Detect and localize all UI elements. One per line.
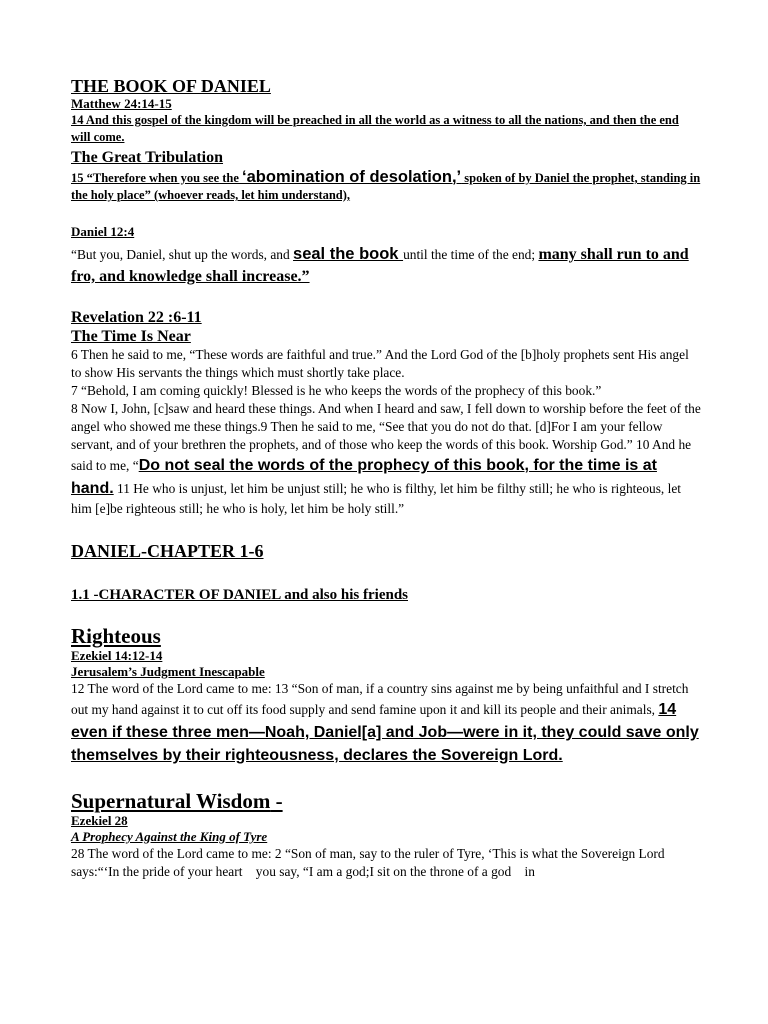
revelation-text-1: 8 Now I, John, [c]saw and heard these things. And when I heard and saw, I fell down to worship before the feet of the angel who showed me these things.9 Then he said to me, “See that you do not do that. [d]For I am your fellow servant, and of your brethren the prophets, and of those who keep the words of this book. Worship God.” 10 And he said to me, “ xyxy=(71,401,701,473)
revelation-verse-6: 6 Then he said to me, “These words are faithful and true.” And the Lord God of the [b]holy prophets sent His angel to show His servants the things which must shortly take place. xyxy=(71,347,689,380)
ezekiel-14-text xyxy=(71,680,701,767)
daniel-verse xyxy=(71,243,701,288)
matthew-verse-15-start: 15 “Therefore when you see the xyxy=(71,171,243,185)
chapter-heading: DANIEL-CHAPTER 1-6 xyxy=(71,541,264,561)
matthew-verse-15 xyxy=(71,169,701,204)
time-is-near-heading: The Time Is Near xyxy=(71,328,191,345)
daniel-text-2: until the time of the end; xyxy=(403,247,539,262)
revelation-verse-7: 7 “Behold, I am coming quickly! Blessed is he who keeps the words of the prophecy of this book.” xyxy=(71,383,602,398)
revelation-text-2: 11 He who is unjust, let him be unjust still; he who is filthy, let him be filthy still; he who is righteous, let him [e]be righteous still; he who is holy, let him be holy still.” xyxy=(71,481,682,516)
document-title: THE BOOK OF DANIEL xyxy=(71,76,271,96)
matthew-verse-15-end: spoken of by Daniel the prophet, standing in the holy place” (whoever reads, let him understand), xyxy=(71,171,701,202)
great-tribulation-heading: The Great Tribulation xyxy=(71,149,224,166)
ezekiel-14-reference: Ezekiel 14:12-14 xyxy=(71,648,163,663)
jerusalem-judgment-heading: Jerusalem’s Judgment Inescapable xyxy=(71,664,265,679)
righteous-heading: Righteous xyxy=(71,624,161,648)
knowledge-emphasis: many shall run to and fro, and knowledge shall increase.” xyxy=(71,246,689,285)
ezekiel-28-text: 28 The word of the Lord came to me: 2 “Son of man, say to the ruler of Tyre, ‘This is what the Sovereign Lord says:“‘In the pride of your heart you say, “I am a god;I sit on the throne of a god in xyxy=(71,846,668,879)
matthew-verse-14: 14 And this gospel of the kingdom will be preached in all the world as a witness to all the nations, and then the end will come. xyxy=(71,113,679,144)
seal-the-book-emphasis: seal the book xyxy=(293,245,404,263)
document-content xyxy=(71,76,701,881)
matthew-reference: Matthew 24:14-15 xyxy=(71,96,172,111)
section-heading: 1.1 -CHARACTER OF DANIEL and also his friends xyxy=(71,587,408,603)
supernatural-wisdom-title: Supernatural Wisdom xyxy=(71,789,271,813)
three-men-emphasis: 14 even if these three men—Noah, Daniel[a] and Job—were in it, they could save only themselves by their righteousness, declares the Sovereign Lord. xyxy=(71,701,699,764)
ezekiel-14-text-1: 12 The word of the Lord came to me: 13 “Son of man, if a country sins against me by being unfaithful and I stretch out my hand against it to cut off its food supply and send famine upon it and kill its people and their animals, xyxy=(71,681,689,717)
do-not-seal-emphasis: Do not seal the words of the prophecy of this book, for the time is at hand. xyxy=(71,457,657,497)
daniel-text-1: “But you, Daniel, shut up the words, and xyxy=(71,247,294,262)
supernatural-wisdom-dash: - xyxy=(270,789,283,813)
king-of-tyre-heading: A Prophecy Against the King of Tyre xyxy=(71,829,268,844)
ezekiel-28-reference: Ezekiel 28 xyxy=(71,813,128,828)
abomination-emphasis: ‘abomination of desolation,’ xyxy=(242,168,462,186)
daniel-reference: Daniel 12:4 xyxy=(71,224,135,239)
revelation-verses-8-11 xyxy=(71,400,701,518)
revelation-reference: Revelation 22 :6-11 xyxy=(71,309,202,326)
supernatural-wisdom-heading xyxy=(71,789,701,813)
